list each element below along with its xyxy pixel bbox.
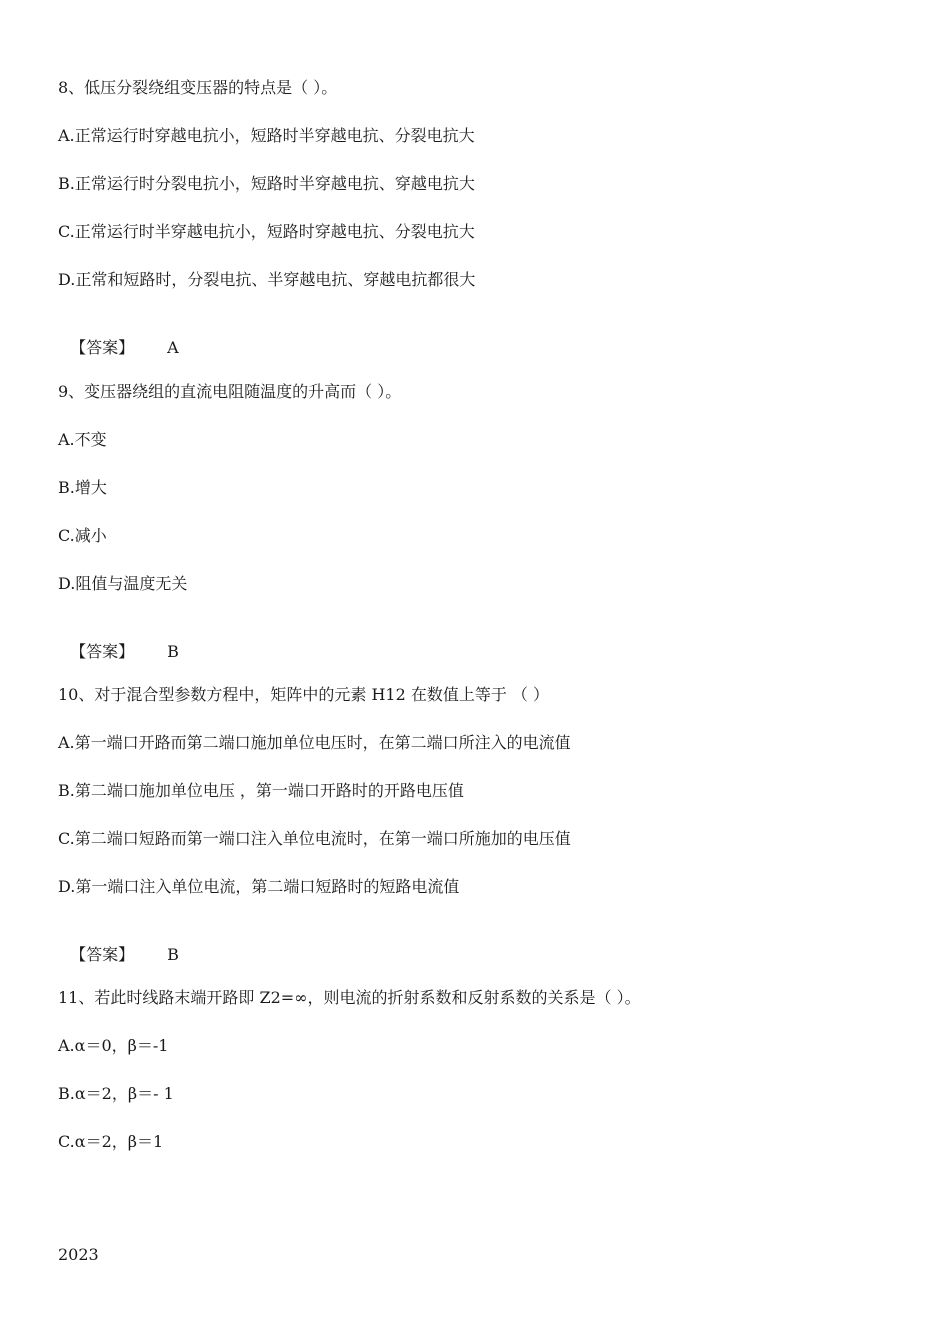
question-9-answer: [60, 622, 179, 662]
page-footer-year: 2023: [58, 1245, 99, 1264]
answer-value: B: [167, 642, 179, 661]
question-8-option-d: D.正常和短路时，分裂电抗、半穿越电抗、穿越电抗都很大: [58, 270, 476, 289]
answer-label: 【答案】: [70, 642, 135, 661]
question-8-option-c: C.正常运行时半穿越电抗小，短路时穿越电抗、分裂电抗大: [58, 222, 475, 241]
question-11-option-b: B.α＝2，β＝- 1: [58, 1084, 174, 1103]
answer-label: 【答案】: [70, 338, 135, 357]
answer-label: 【答案】: [70, 945, 135, 964]
question-9-option-b: B.增大: [58, 478, 107, 497]
question-11-option-c: C.α＝2，β＝1: [58, 1132, 164, 1151]
question-10-option-a: A.第一端口开路而第二端口施加单位电压时，在第二端口所注入的电流值: [58, 733, 571, 752]
answer-value: A: [167, 338, 179, 357]
question-9-option-a: A.不变: [58, 430, 107, 449]
question-8-option-b: B.正常运行时分裂电抗小，短路时半穿越电抗、穿越电抗大: [58, 174, 475, 193]
question-10-stem: 10、对于混合型参数方程中，矩阵中的元素 H12 在数值上等于 （ ）: [58, 685, 550, 704]
question-9-stem: 9、变压器绕组的直流电阻随温度的升高而（ ）。: [58, 382, 402, 401]
question-10-answer: [60, 925, 179, 965]
question-10-option-d: D.第一端口注入单位电流，第二端口短路时的短路电流值: [58, 877, 460, 896]
answer-value: B: [167, 945, 179, 964]
question-11-stem: 11、若此时线路末端开路即 Z2=∞，则电流的折射系数和反射系数的关系是（ ）。: [58, 988, 641, 1007]
question-9-option-d: D.阻值与温度无关: [58, 574, 188, 593]
question-8-stem: 8、低压分裂绕组变压器的特点是（ ）。: [58, 78, 338, 97]
question-10-option-c: C.第二端口短路而第一端口注入单位电流时，在第一端口所施加的电压值: [58, 829, 571, 848]
question-8-option-a: A.正常运行时穿越电抗小，短路时半穿越电抗、分裂电抗大: [58, 126, 475, 145]
question-8-answer: [60, 318, 179, 358]
question-9-option-c: C.减小: [58, 526, 107, 545]
question-11-option-a: A.α＝0，β＝-1: [58, 1036, 169, 1055]
question-10-option-b: B.第二端口施加单位电压 ，第一端口开路时的开路电压值: [58, 781, 464, 800]
